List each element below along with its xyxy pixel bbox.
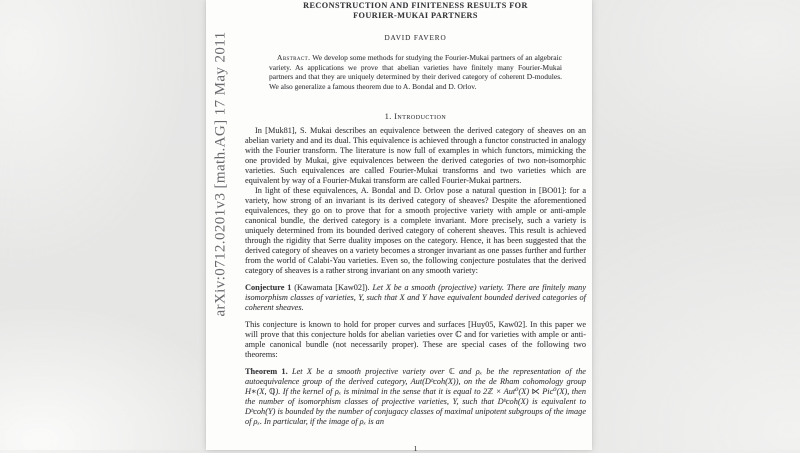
theorem-1-label: Theorem 1.	[245, 367, 288, 377]
paper-page	[206, 0, 592, 453]
theorem-1-block	[245, 367, 586, 427]
section-heading-introduction: 1. Introduction	[384, 112, 447, 122]
intro-paragraph-1: In [Muk81], S. Mukai describes an equivalence between the derived category of sheaves on an abelian variety and and its dual. This equivalence is achieved through a functor constructed in analogy with the Fourier transform. The literature is now full of examples in which functors, mimicking the one provided by Mukai, give equivalences between the derived categories of two non-isomorphic varieties. Such equivalences are called Fourier-Mukai transforms and two varieties which are equivalent by way of a Fourier-Mukai transform are called Fourier-Mukai partners.	[245, 126, 586, 186]
author-name: DAVID FAVERO	[384, 34, 447, 42]
conjecture-1-label: Conjecture 1	[245, 283, 292, 293]
abstract-label: Abstract.	[277, 53, 311, 62]
arxiv-stamp: arXiv:0712.0201v3 [math.AG] 17 May 2011	[212, 31, 229, 317]
paper-title	[245, 0, 586, 21]
intro-paragraph-3: This conjecture is known to hold for proper curves and surfaces [Huy05, Kaw02]. In this paper we will prove that this conjecture holds for abelian varieties over ℂ and for varieties with ample or anti-ample canonical bundle (not necessarily proper). These are special cases of the following two theorems:	[245, 320, 586, 360]
paper-content	[245, 0, 586, 453]
conjecture-1-block	[245, 283, 586, 313]
conjecture-1-attribution: (Kawamata [Kaw02]).	[291, 283, 373, 293]
page-number: 1	[413, 444, 418, 453]
conjecture-1-text: Let X be a smooth (projective) variety. There are finitely many isomorphism classes of varieties, Y, such that X and Y have equivalent bounded derived categories of coherent sheaves.	[245, 283, 586, 313]
paper-title-line-1: RECONSTRUCTION AND FINITENESS RESULTS FOR	[303, 1, 528, 10]
paper-title-line-2: FOURIER-MUKAI PARTNERS	[353, 11, 478, 20]
theorem-1-text: Let X be a smooth projective variety over ℂ and ρₓ be the representation of the autoequivalence group of the derived category, Aut(Dᵇcoh(X)), on the de Rham cohomology group H∗(X, ℚ). If the kernel of ρₓ is minimal in the sense that it is equal to 2ℤ × Aut⁰(X) ⋉ Pic⁰(X), then the number of isomorphism classes of projective varieties, Y, such that Dᵇcoh(X) is equivalent to Dᵇcoh(Y) is bounded by the number of conjugacy classes of maximal unipotent subgroups of the image of ρₓ. In particular, if the image of ρₓ is an	[245, 367, 586, 427]
abstract-block	[269, 53, 562, 91]
abstract-text: We develop some methods for studying the Fourier-Mukai partners of an algebraic variety. As applications we prove that abelian varieties have finitely many Fourier-Mukai partners and that they are uniquely determined by their derived category of coherent D-modules. We also generalize a famous theorem due to A. Bondal and D. Orlov.	[269, 53, 562, 91]
intro-paragraph-2: In light of these equivalences, A. Bondal and D. Orlov pose a natural question in [BO01]: for a variety, how strong of an invariant is its derived category of sheaves? Despite the aforementioned equivalences, they go on to prove that for a smooth projective variety with ample or anti-ample canonical bundle, the derived category is a complete invariant. More precisely, such a variety is uniquely determined from its bounded derived category of coherent sheaves. This result is achieved through the rigidity that Serre duality imposes on the category. Hence, it has been suggested that the derived category of sheaves on a variety becomes a stronger invariant as one passes further and further from the world of Calabi-Yau varieties. Even so, the following conjecture postulates that the derived category of sheaves is a rather strong invariant on any smooth variety:	[245, 186, 586, 276]
